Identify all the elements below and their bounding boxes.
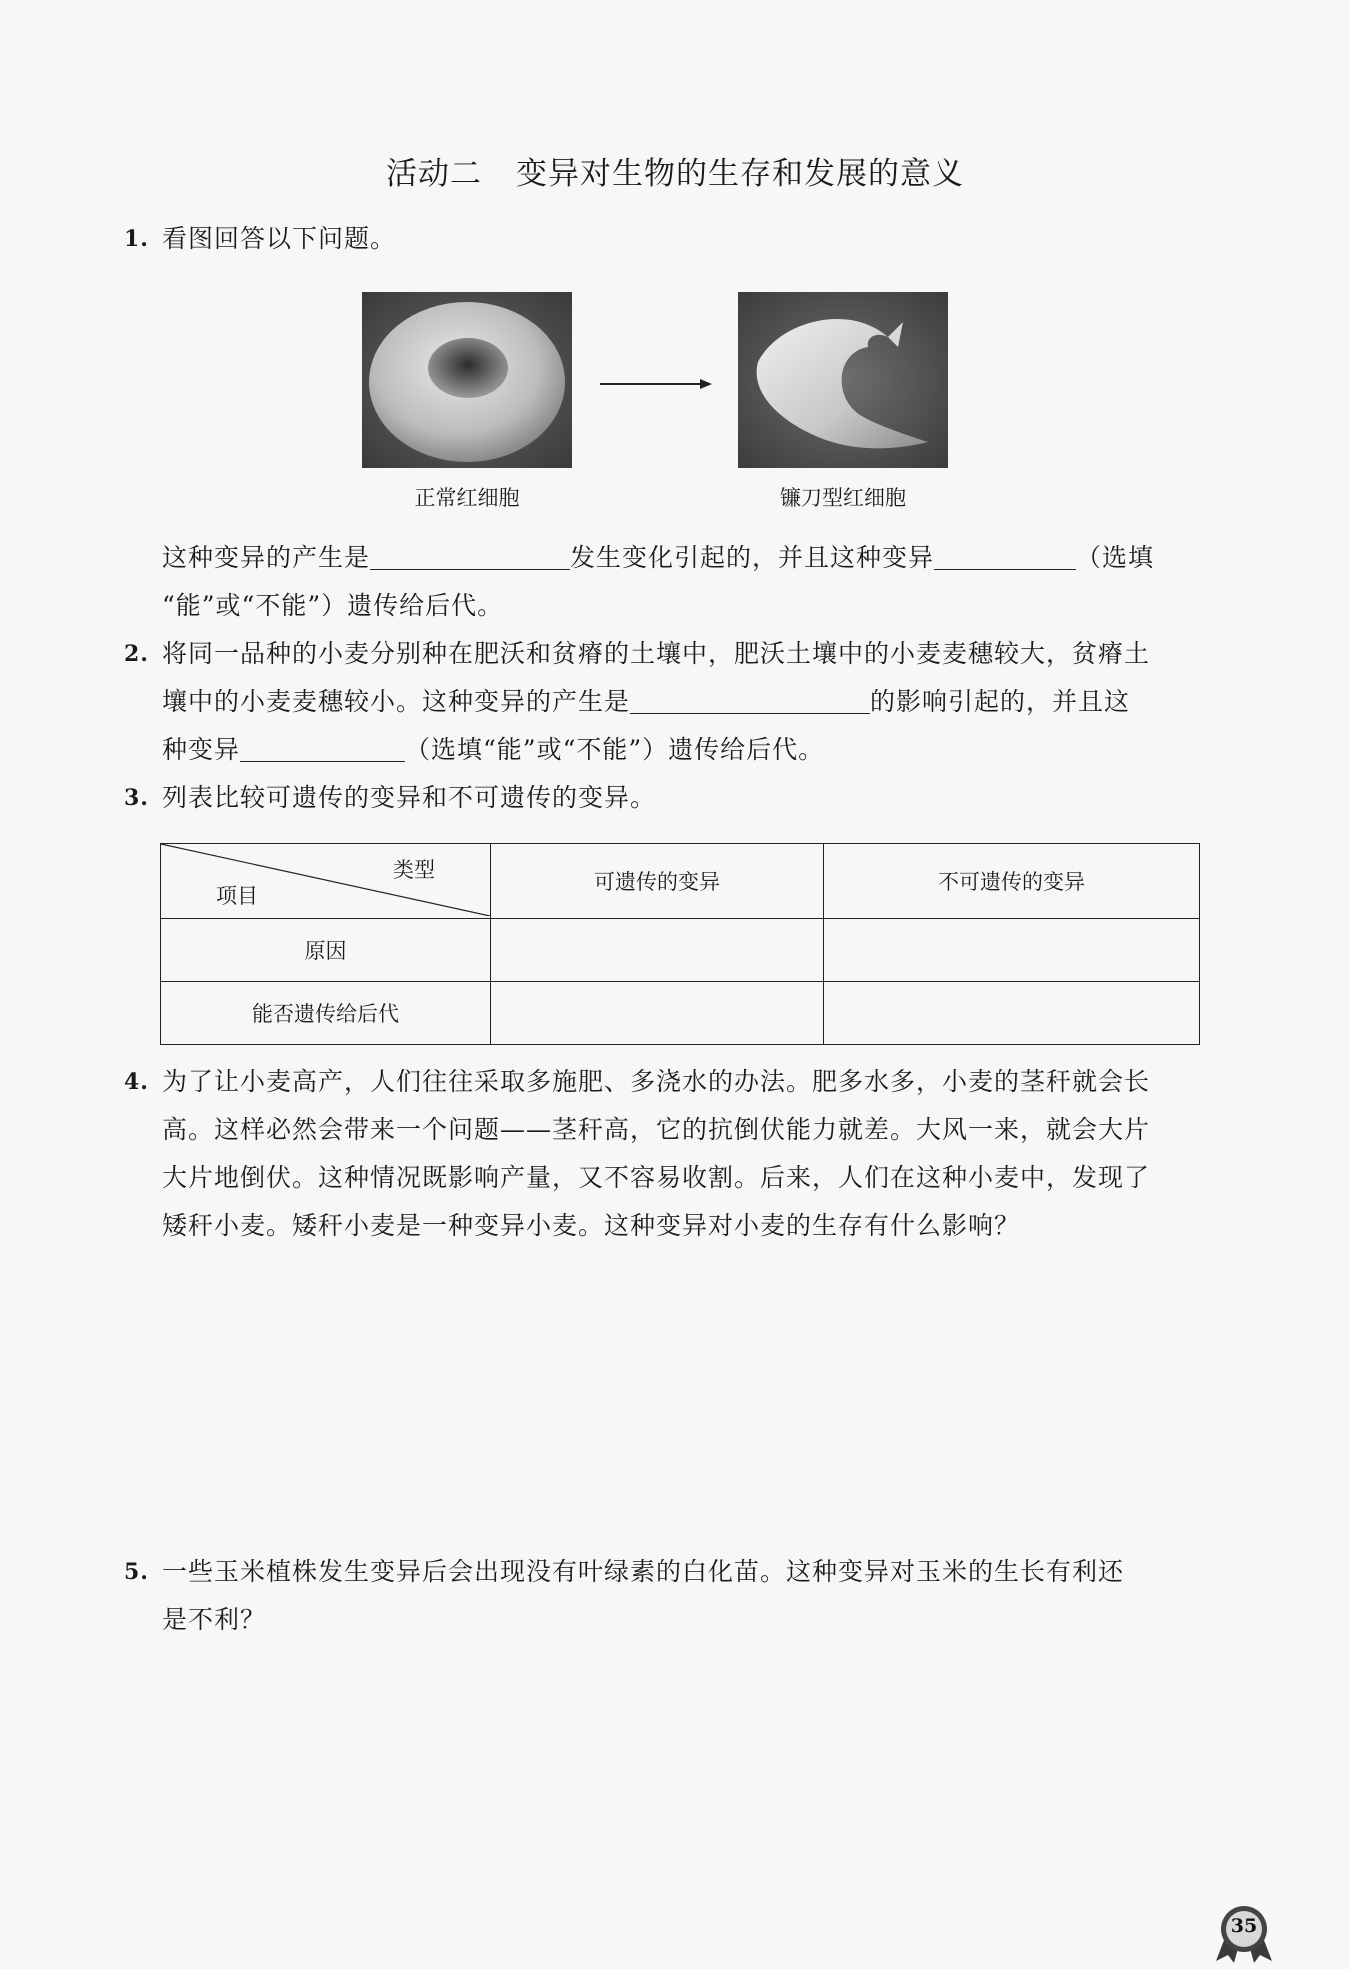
question-text: 列表比较可遗传的变异和不可遗传的变异。 [162,783,657,812]
table-cell-answer[interactable] [491,919,824,982]
question-text-line-2 [130,678,1202,726]
section-title-part2: 变异对生物的生存和发展的意义 [516,156,964,192]
table-cell-answer[interactable] [824,982,1200,1045]
question-text-line-1: 将同一品种的小麦分别种在肥沃和贫瘠的土壤中，肥沃土壤中的小麦麦穗较大，贫瘠土 [162,639,1151,668]
table-row-label-inheritance: 能否遗传给后代 [161,982,491,1045]
corner-label-item: 项目 [216,884,258,908]
caption-normal-cell: 正常红细胞 [414,486,520,510]
question-3 [124,774,1202,822]
table-cell-answer[interactable] [491,982,824,1045]
answer-blank[interactable] [240,735,405,762]
question-1-fill-line-2: “能”或“不能”）遗传给后代。 [162,591,504,620]
q2-text-a: 壤中的小麦麦穗较小。这种变异的产生是 [162,687,631,716]
question-text-line-1: 为了让小麦高产，人们往往采取多施肥、多浇水的办法。肥多水多，小麦的茎秆就会长 [162,1067,1151,1096]
page-number-badge [1210,1905,1278,1967]
table-row-label-cause: 原因 [161,919,491,982]
table-cell-answer[interactable] [824,919,1200,982]
question-number: 3. [124,785,149,811]
section-title-part1: 活动二 [386,156,482,192]
caption-sickle-cell: 镰刀型红细胞 [780,486,906,510]
answer-area[interactable] [160,1260,1200,1530]
q1-text-c: （选填 [1076,543,1155,572]
table-header-heritable: 可遗传的变异 [491,844,824,919]
question-number: 4. [124,1069,149,1095]
table-header-non-heritable: 不可遗传的变异 [824,844,1200,919]
question-number: 1. [124,226,149,252]
question-1-fill-line-1 [162,534,1202,582]
page-number: 35 [1230,1915,1258,1937]
answer-blank[interactable] [630,687,870,714]
question-text-line-2: 是不利？ [162,1605,267,1634]
q2-text-c: 种变异 [162,735,241,764]
question-text-line-2: 高。这样必然会带来一个问题——茎秆高，它的抗倒伏能力就差。大风一来，就会大片 [162,1115,1151,1144]
question-1 [124,215,1202,263]
question-text-line-3: 大片地倒伏。这种情况既影响产量，又不容易收割。后来，人们在这种小麦中，发现了 [162,1163,1151,1192]
corner-label-type: 类型 [393,858,435,882]
question-number: 2. [124,641,149,667]
sickle-red-blood-cell-image [738,292,948,468]
question-text: 看图回答以下问题。 [162,224,397,253]
table-corner-cell [161,844,491,919]
question-4 [124,1058,1202,1250]
q2-text-b: 的影响引起的，并且这 [870,687,1131,716]
answer-blank[interactable] [934,543,1076,570]
comparison-table [160,843,1200,1045]
q1-text-b: 发生变化引起的，并且这种变异 [570,543,935,572]
question-text-line-4: 矮秆小麦。矮秆小麦是一种变异小麦。这种变异对小麦的生存有什么影响？ [162,1211,1021,1240]
question-text-line-3 [130,726,1202,774]
question-number: 5. [124,1559,149,1585]
normal-red-blood-cell-image [362,292,572,468]
arrow-icon [600,377,712,391]
answer-blank[interactable] [370,543,570,570]
question-5 [124,1548,1202,1644]
question-2 [124,630,1202,774]
question-text-line-1: 一些玉米植株发生变异后会出现没有叶绿素的白化苗。这种变异对玉米的生长有利还 [162,1557,1125,1586]
section-title [0,148,1350,193]
answer-area[interactable] [160,1650,1200,1880]
q2-text-d: （选填“能”或“不能”）遗传给后代。 [405,735,825,764]
q1-text-a: 这种变异的产生是 [162,543,371,572]
